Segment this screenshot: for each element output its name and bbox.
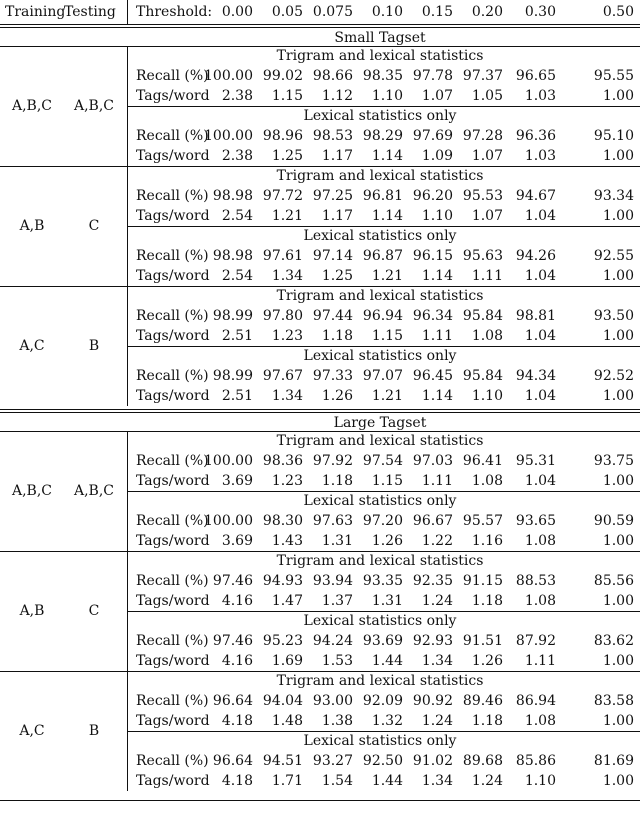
cell-tags-per-word: 1.00 — [602, 328, 634, 344]
cell-tags-per-word: 1.44 — [371, 653, 403, 669]
cell-tags-per-word: 1.22 — [421, 533, 453, 549]
cell-tags-per-word: 1.17 — [321, 148, 353, 164]
group-training: A,B,C — [11, 98, 52, 114]
cell-recall: 97.44 — [312, 308, 353, 324]
cell-tags-per-word: 1.00 — [602, 208, 634, 224]
cell-tags-per-word: 1.00 — [602, 88, 634, 104]
header-threshold-label: Threshold: — [136, 4, 213, 20]
cell-tags-per-word: 1.14 — [421, 388, 453, 404]
cell-tags-per-word: 1.31 — [321, 533, 353, 549]
cell-recall: 87.92 — [515, 633, 556, 649]
cell-recall: 95.63 — [462, 248, 503, 264]
cell-recall: 100.00 — [204, 68, 253, 84]
row-label-tags: Tags/word — [136, 328, 210, 344]
cell-tags-per-word: 1.44 — [371, 773, 403, 789]
cell-recall: 97.28 — [462, 128, 503, 144]
block-subtitle: Lexical statistics only — [303, 733, 457, 749]
cell-tags-per-word: 1.09 — [421, 148, 453, 164]
cell-recall: 97.80 — [262, 308, 303, 324]
cell-tags-per-word: 1.26 — [371, 533, 403, 549]
cell-recall: 92.55 — [593, 248, 634, 264]
cell-recall: 88.53 — [515, 573, 556, 589]
cell-recall: 94.93 — [262, 573, 303, 589]
row-label-tags: Tags/word — [136, 713, 210, 729]
group-testing: B — [88, 338, 100, 354]
cell-recall: 99.02 — [262, 68, 303, 84]
cell-recall: 97.07 — [362, 368, 403, 384]
cell-recall: 95.23 — [262, 633, 303, 649]
cell-tags-per-word: 1.18 — [321, 473, 353, 489]
cell-tags-per-word: 1.03 — [524, 88, 556, 104]
header-testing: Testing — [64, 4, 116, 20]
group-training: A,B — [19, 218, 45, 234]
cell-recall: 93.00 — [312, 693, 353, 709]
cell-tags-per-word: 1.10 — [421, 208, 453, 224]
cell-tags-per-word: 1.04 — [524, 208, 556, 224]
cell-tags-per-word: 1.24 — [471, 773, 503, 789]
cell-recall: 98.99 — [212, 308, 253, 324]
cell-recall: 92.35 — [412, 573, 453, 589]
block-subtitle: Lexical statistics only — [303, 613, 457, 629]
cell-recall: 90.59 — [593, 513, 634, 529]
group-testing: B — [88, 723, 100, 739]
cell-recall: 96.87 — [362, 248, 403, 264]
cell-tags-per-word: 2.38 — [221, 88, 253, 104]
cell-tags-per-word: 1.48 — [271, 713, 303, 729]
cell-tags-per-word: 1.00 — [602, 388, 634, 404]
block-subtitle: Trigram and lexical statistics — [276, 433, 484, 449]
cell-tags-per-word: 1.53 — [321, 653, 353, 669]
cell-recall: 97.67 — [262, 368, 303, 384]
cell-recall: 98.30 — [262, 513, 303, 529]
cell-tags-per-word: 1.12 — [321, 88, 353, 104]
cell-tags-per-word: 1.26 — [471, 653, 503, 669]
cell-recall: 96.65 — [515, 68, 556, 84]
cell-tags-per-word: 1.31 — [371, 593, 403, 609]
cell-tags-per-word: 1.23 — [271, 328, 303, 344]
cell-tags-per-word: 1.21 — [371, 268, 403, 284]
header-threshold-4: 0.15 — [421, 4, 453, 20]
cell-recall: 90.92 — [412, 693, 453, 709]
cell-recall: 100.00 — [204, 128, 253, 144]
block-subtitle: Trigram and lexical statistics — [276, 288, 484, 304]
cell-recall: 97.33 — [312, 368, 353, 384]
cell-tags-per-word: 1.07 — [471, 148, 503, 164]
cell-tags-per-word: 1.18 — [321, 328, 353, 344]
row-label-tags: Tags/word — [136, 593, 210, 609]
cell-recall: 98.98 — [212, 188, 253, 204]
cell-tags-per-word: 1.00 — [602, 473, 634, 489]
cell-recall: 98.53 — [312, 128, 353, 144]
cell-tags-per-word: 2.51 — [221, 328, 253, 344]
cell-tags-per-word: 1.43 — [271, 533, 303, 549]
cell-recall: 92.50 — [362, 753, 403, 769]
cell-tags-per-word: 1.08 — [524, 593, 556, 609]
cell-tags-per-word: 1.07 — [471, 208, 503, 224]
cell-recall: 85.86 — [515, 753, 556, 769]
row-label-recall: Recall (%) — [136, 308, 209, 324]
tagset-rule-1-b — [0, 412, 640, 413]
cell-recall: 97.63 — [312, 513, 353, 529]
cell-recall: 95.84 — [462, 308, 503, 324]
row-label-recall: Recall (%) — [136, 633, 209, 649]
row-label-tags: Tags/word — [136, 533, 210, 549]
header-divider — [127, 0, 128, 24]
cell-tags-per-word: 1.00 — [602, 713, 634, 729]
group-testing: A,B,C — [73, 483, 114, 499]
group-divider — [127, 431, 128, 551]
cell-tags-per-word: 1.04 — [524, 268, 556, 284]
header-training: Training — [5, 4, 66, 20]
row-label-recall: Recall (%) — [136, 368, 209, 384]
cell-tags-per-word: 1.54 — [321, 773, 353, 789]
cell-tags-per-word: 1.26 — [321, 388, 353, 404]
cell-recall: 97.54 — [362, 453, 403, 469]
cell-recall: 95.53 — [462, 188, 503, 204]
cell-recall: 97.78 — [412, 68, 453, 84]
cell-recall: 83.62 — [593, 633, 634, 649]
cell-recall: 98.66 — [312, 68, 353, 84]
cell-recall: 96.41 — [462, 453, 503, 469]
cell-tags-per-word: 1.04 — [524, 328, 556, 344]
cell-tags-per-word: 1.24 — [421, 713, 453, 729]
cell-tags-per-word: 1.18 — [471, 593, 503, 609]
cell-recall: 96.81 — [362, 188, 403, 204]
header-threshold-7: 0.50 — [602, 4, 634, 20]
cell-tags-per-word: 1.71 — [271, 773, 303, 789]
header-threshold-0: 0.00 — [221, 4, 253, 20]
cell-recall: 91.15 — [462, 573, 503, 589]
row-label-recall: Recall (%) — [136, 693, 209, 709]
group-divider — [127, 286, 128, 406]
cell-recall: 94.51 — [262, 753, 303, 769]
block-subtitle: Lexical statistics only — [303, 108, 457, 124]
cell-recall: 86.94 — [515, 693, 556, 709]
cell-recall: 100.00 — [204, 513, 253, 529]
cell-tags-per-word: 1.34 — [271, 268, 303, 284]
group-testing: C — [88, 603, 100, 619]
cell-tags-per-word: 1.08 — [524, 533, 556, 549]
cell-recall: 97.69 — [412, 128, 453, 144]
group-divider — [127, 166, 128, 286]
cell-recall: 97.46 — [212, 573, 253, 589]
cell-recall: 97.61 — [262, 248, 303, 264]
cell-recall: 93.75 — [593, 453, 634, 469]
cell-recall: 93.94 — [312, 573, 353, 589]
cell-recall: 93.50 — [593, 308, 634, 324]
row-label-tags: Tags/word — [136, 388, 210, 404]
cell-tags-per-word: 1.34 — [421, 653, 453, 669]
cell-tags-per-word: 2.38 — [221, 148, 253, 164]
tagset-rule-1-a — [0, 409, 640, 410]
row-label-tags: Tags/word — [136, 148, 210, 164]
cell-recall: 94.04 — [262, 693, 303, 709]
cell-tags-per-word: 4.18 — [221, 713, 253, 729]
cell-recall: 93.27 — [312, 753, 353, 769]
cell-recall: 96.94 — [362, 308, 403, 324]
cell-tags-per-word: 1.08 — [524, 713, 556, 729]
cell-recall: 95.10 — [593, 128, 634, 144]
row-label-tags: Tags/word — [136, 653, 210, 669]
row-label-recall: Recall (%) — [136, 128, 209, 144]
cell-recall: 100.00 — [204, 453, 253, 469]
cell-recall: 96.64 — [212, 693, 253, 709]
cell-recall: 92.93 — [412, 633, 453, 649]
cell-tags-per-word: 1.00 — [602, 268, 634, 284]
row-label-recall: Recall (%) — [136, 453, 209, 469]
cell-tags-per-word: 3.69 — [221, 533, 253, 549]
cell-tags-per-word: 1.23 — [271, 473, 303, 489]
cell-tags-per-word: 1.00 — [602, 593, 634, 609]
header-rule-2 — [0, 27, 640, 28]
cell-tags-per-word: 1.11 — [421, 328, 453, 344]
cell-tags-per-word: 1.15 — [271, 88, 303, 104]
row-label-recall: Recall (%) — [136, 753, 209, 769]
header-threshold-1: 0.05 — [271, 4, 303, 20]
cell-tags-per-word: 1.17 — [321, 208, 353, 224]
cell-tags-per-word: 1.14 — [421, 268, 453, 284]
group-divider — [127, 671, 128, 791]
cell-recall: 85.56 — [593, 573, 634, 589]
cell-tags-per-word: 1.18 — [471, 713, 503, 729]
row-label-recall: Recall (%) — [136, 513, 209, 529]
cell-recall: 94.24 — [312, 633, 353, 649]
cell-tags-per-word: 1.24 — [421, 593, 453, 609]
cell-recall: 93.35 — [362, 573, 403, 589]
cell-tags-per-word: 1.21 — [271, 208, 303, 224]
cell-recall: 98.29 — [362, 128, 403, 144]
cell-tags-per-word: 3.69 — [221, 473, 253, 489]
block-subtitle: Trigram and lexical statistics — [276, 673, 484, 689]
cell-tags-per-word: 1.25 — [321, 268, 353, 284]
group-training: A,B — [19, 603, 45, 619]
header-threshold-2: 0.075 — [312, 4, 353, 20]
cell-recall: 92.52 — [593, 368, 634, 384]
header-threshold-6: 0.30 — [524, 4, 556, 20]
row-label-tags: Tags/word — [136, 208, 210, 224]
cell-recall: 89.46 — [462, 693, 503, 709]
cell-recall: 94.34 — [515, 368, 556, 384]
cell-recall: 96.20 — [412, 188, 453, 204]
header-rule-1 — [0, 24, 640, 25]
cell-recall: 95.55 — [593, 68, 634, 84]
cell-recall: 97.20 — [362, 513, 403, 529]
cell-recall: 93.34 — [593, 188, 634, 204]
cell-tags-per-word: 2.51 — [221, 388, 253, 404]
cell-recall: 83.58 — [593, 693, 634, 709]
row-label-tags: Tags/word — [136, 88, 210, 104]
cell-tags-per-word: 1.10 — [524, 773, 556, 789]
cell-recall: 97.92 — [312, 453, 353, 469]
cell-recall: 97.14 — [312, 248, 353, 264]
cell-recall: 96.67 — [412, 513, 453, 529]
cell-recall: 91.51 — [462, 633, 503, 649]
tagset-title: Small Tagset — [334, 30, 426, 46]
cell-tags-per-word: 1.25 — [271, 148, 303, 164]
cell-recall: 96.34 — [412, 308, 453, 324]
cell-recall: 92.09 — [362, 693, 403, 709]
row-label-recall: Recall (%) — [136, 68, 209, 84]
cell-tags-per-word: 1.03 — [524, 148, 556, 164]
cell-tags-per-word: 1.69 — [271, 653, 303, 669]
cell-tags-per-word: 1.00 — [602, 148, 634, 164]
row-label-recall: Recall (%) — [136, 248, 209, 264]
cell-tags-per-word: 1.14 — [371, 208, 403, 224]
cell-recall: 95.31 — [515, 453, 556, 469]
cell-recall: 95.57 — [462, 513, 503, 529]
cell-tags-per-word: 1.11 — [471, 268, 503, 284]
cell-recall: 91.02 — [412, 753, 453, 769]
group-training: A,C — [19, 723, 45, 739]
cell-tags-per-word: 1.21 — [371, 388, 403, 404]
cell-recall: 94.26 — [515, 248, 556, 264]
cell-tags-per-word: 1.15 — [371, 473, 403, 489]
cell-tags-per-word: 2.54 — [221, 268, 253, 284]
cell-recall: 97.37 — [462, 68, 503, 84]
cell-tags-per-word: 1.07 — [421, 88, 453, 104]
group-training: A,C — [19, 338, 45, 354]
cell-tags-per-word: 1.10 — [471, 388, 503, 404]
cell-recall: 95.84 — [462, 368, 503, 384]
cell-tags-per-word: 1.00 — [602, 653, 634, 669]
row-label-recall: Recall (%) — [136, 188, 209, 204]
block-subtitle: Trigram and lexical statistics — [276, 553, 484, 569]
cell-tags-per-word: 1.04 — [524, 388, 556, 404]
row-label-recall: Recall (%) — [136, 573, 209, 589]
cell-tags-per-word: 1.08 — [471, 473, 503, 489]
cell-recall: 96.64 — [212, 753, 253, 769]
cell-recall: 96.15 — [412, 248, 453, 264]
cell-recall: 98.98 — [212, 248, 253, 264]
group-testing: C — [88, 218, 100, 234]
row-label-tags: Tags/word — [136, 773, 210, 789]
block-subtitle: Lexical statistics only — [303, 228, 457, 244]
cell-recall: 98.36 — [262, 453, 303, 469]
group-training: A,B,C — [11, 483, 52, 499]
cell-tags-per-word: 1.08 — [471, 328, 503, 344]
cell-recall: 97.25 — [312, 188, 353, 204]
group-divider — [127, 551, 128, 671]
cell-tags-per-word: 2.54 — [221, 208, 253, 224]
cell-recall: 81.69 — [593, 753, 634, 769]
cell-recall: 98.35 — [362, 68, 403, 84]
tagset-title: Large Tagset — [333, 415, 427, 431]
block-subtitle: Trigram and lexical statistics — [276, 48, 484, 64]
cell-tags-per-word: 1.34 — [271, 388, 303, 404]
cell-recall: 96.45 — [412, 368, 453, 384]
cell-recall: 98.99 — [212, 368, 253, 384]
cell-tags-per-word: 1.00 — [602, 533, 634, 549]
cell-tags-per-word: 1.00 — [602, 773, 634, 789]
cell-recall: 97.46 — [212, 633, 253, 649]
cell-recall: 93.65 — [515, 513, 556, 529]
cell-tags-per-word: 1.34 — [421, 773, 453, 789]
cell-recall: 93.69 — [362, 633, 403, 649]
group-divider — [127, 46, 128, 166]
cell-tags-per-word: 1.11 — [421, 473, 453, 489]
cell-recall: 96.36 — [515, 128, 556, 144]
cell-tags-per-word: 1.15 — [371, 328, 403, 344]
table-bottom-rule — [0, 800, 640, 801]
cell-tags-per-word: 1.47 — [271, 593, 303, 609]
cell-tags-per-word: 4.16 — [221, 653, 253, 669]
cell-tags-per-word: 1.10 — [371, 88, 403, 104]
cell-recall: 97.72 — [262, 188, 303, 204]
cell-recall: 98.96 — [262, 128, 303, 144]
row-label-tags: Tags/word — [136, 268, 210, 284]
cell-tags-per-word: 1.14 — [371, 148, 403, 164]
cell-tags-per-word: 1.38 — [321, 713, 353, 729]
cell-tags-per-word: 1.37 — [321, 593, 353, 609]
block-subtitle: Lexical statistics only — [303, 348, 457, 364]
cell-recall: 89.68 — [462, 753, 503, 769]
cell-tags-per-word: 1.05 — [471, 88, 503, 104]
group-testing: A,B,C — [73, 98, 114, 114]
header-threshold-5: 0.20 — [471, 4, 503, 20]
cell-tags-per-word: 1.32 — [371, 713, 403, 729]
block-subtitle: Lexical statistics only — [303, 493, 457, 509]
cell-tags-per-word: 1.16 — [471, 533, 503, 549]
cell-tags-per-word: 1.11 — [524, 653, 556, 669]
cell-recall: 97.03 — [412, 453, 453, 469]
cell-tags-per-word: 4.16 — [221, 593, 253, 609]
block-subtitle: Trigram and lexical statistics — [276, 168, 484, 184]
cell-tags-per-word: 1.04 — [524, 473, 556, 489]
cell-tags-per-word: 4.18 — [221, 773, 253, 789]
cell-recall: 94.67 — [515, 188, 556, 204]
header-threshold-3: 0.10 — [371, 4, 403, 20]
row-label-tags: Tags/word — [136, 473, 210, 489]
cell-recall: 98.81 — [515, 308, 556, 324]
